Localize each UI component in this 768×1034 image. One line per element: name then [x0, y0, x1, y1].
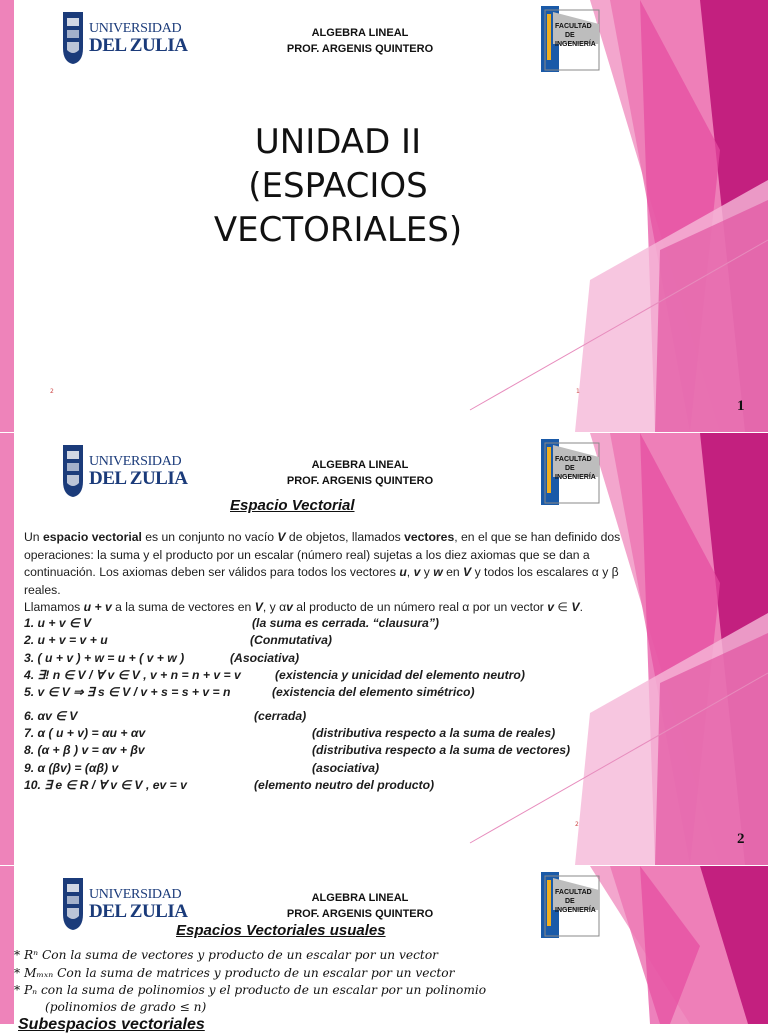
text-run: , en el que se han definido dos operaciones: la suma y el producto por un escalar (número real) sujetas a los diez axiomas que se dan a continuación. Los axiomas deben ser válidos para todos los vectores [24, 530, 621, 579]
axiom-formula: 8. (α + β ) v = αv + βv [24, 743, 145, 757]
axiom-comment: (distributiva respecto a la suma de vectores) [312, 743, 571, 757]
text-run-bold: v [547, 600, 555, 614]
university-name-line1: UNIVERSIDAD [89, 453, 182, 469]
slide-1 [0, 0, 768, 432]
text-run: Llamamos [24, 600, 84, 614]
axiom-formula: 4. ∃! n ∈ V / ∀ v ∈ V , v + n = n + v = v [24, 668, 241, 682]
text-run: , y α [262, 600, 287, 614]
course-name: ALGEBRA LINEAL [311, 459, 409, 471]
professor-name: PROF. ARGENIS QUINTERO [286, 908, 434, 920]
course-name: ALGEBRA LINEAL [311, 892, 409, 904]
bullet: * [14, 983, 24, 997]
axiom-formula: 3. ( u + v ) + w = u + ( v + w ) [24, 651, 185, 665]
axiom-item [24, 668, 525, 682]
axiom-item [24, 616, 439, 630]
axiom-formula: 2. u + v = v + u [24, 633, 108, 647]
next-section-title: Subespacios vectoriales [18, 1016, 205, 1033]
faculty-logo [539, 870, 603, 940]
university-logo [61, 443, 187, 499]
text-run-bold: espacio vectorial [42, 530, 142, 544]
math-symbol: Mₘₓₙ [23, 966, 54, 980]
text-run-bold: v [413, 565, 421, 579]
text-run: y todos los escalares α y β reales. [24, 565, 619, 597]
title-line-2: (ESPACIOS [248, 166, 428, 206]
faculty-line1: FACULTAD [555, 889, 592, 896]
shield-icon [61, 876, 85, 932]
small-mark: 2 [575, 821, 579, 828]
slide-3-title: Espacios Vectoriales usuales [176, 922, 386, 939]
axiom-formula: 6. αv ∈ V [24, 709, 78, 723]
text-run: de objetos, llamados [285, 530, 405, 544]
shield-icon [61, 10, 85, 66]
axiom-comment: (Conmutativa) [250, 633, 332, 647]
item-text: con la suma de polinomios y el producto de un escalar por un polinomio [37, 983, 487, 997]
axiom-item [24, 633, 332, 647]
list-item [14, 948, 438, 962]
faculty-logo [539, 437, 603, 507]
text-run: ∈ [554, 600, 572, 614]
text-run-bold: u + v [83, 600, 112, 614]
slide-3 [0, 866, 768, 1033]
course-header [255, 890, 465, 922]
professor-name: PROF. ARGENIS QUINTERO [286, 475, 434, 487]
text-run: en [442, 565, 464, 579]
university-logo [61, 876, 187, 932]
axiom-formula: 5. v ∈ V ⇒ ∃ s ∈ V / v + s = s + v = n [24, 685, 231, 699]
text-run: Un [24, 530, 43, 544]
text-run: y [420, 565, 434, 579]
slide-1-title [160, 120, 516, 252]
professor-name: PROF. ARGENIS QUINTERO [286, 43, 434, 55]
page-number: 2 [737, 831, 745, 847]
item-text: (polinomios de grado ≤ n) [14, 1000, 207, 1014]
faculty-line2: DE [565, 465, 575, 472]
faculty-line1: FACULTAD [555, 456, 592, 463]
course-header [255, 457, 465, 489]
university-logo [61, 10, 187, 66]
title-line-3: VECTORIALES) [213, 210, 463, 250]
axiom-comment: (asociativa) [312, 761, 380, 775]
axiom-comment: (existencia del elemento simétrico) [272, 685, 475, 699]
faculty-line3: INGENIERÍA [555, 474, 596, 481]
text-run-bold: v [286, 600, 293, 614]
university-name-line2: DEL ZULIA [89, 34, 188, 56]
text-run: . [579, 600, 583, 614]
math-symbol: Pₙ [23, 983, 38, 997]
slide-2 [0, 433, 768, 865]
text-run: al producto de un número real α por un vector [292, 600, 548, 614]
axiom-item [24, 761, 380, 775]
bullet: * [14, 948, 24, 962]
faculty-line3: INGENIERÍA [555, 907, 596, 914]
faculty-line1: FACULTAD [555, 23, 592, 30]
axiom-item [24, 709, 307, 723]
axiom-comment: (distributiva respecto a la suma de reales) [312, 726, 556, 740]
faculty-logo [539, 4, 603, 74]
item-text: Con la suma de matrices y producto de un escalar por un vector [53, 966, 455, 980]
axiom-item [24, 726, 556, 740]
text-run: , [406, 565, 414, 579]
intro-line [24, 599, 629, 617]
definition-paragraph [24, 529, 629, 617]
university-name-line1: UNIVERSIDAD [89, 20, 182, 36]
slide-2-title: Espacio Vectorial [230, 497, 355, 514]
bullet: * [14, 966, 24, 980]
text-run: es un conjunto no vacío [141, 530, 278, 544]
axiom-comment: (Asociativa) [230, 651, 300, 665]
page-number: 1 [737, 398, 745, 414]
text-run-bold: V [571, 600, 580, 614]
list-item [14, 1000, 206, 1014]
small-mark-left: 2 [50, 388, 54, 395]
university-name-line2: DEL ZULIA [89, 900, 188, 922]
list-item [14, 983, 486, 997]
axiom-comment: (elemento neutro del producto) [254, 778, 435, 792]
axiom-item [24, 651, 300, 665]
title-line-1: UNIDAD II [254, 122, 422, 162]
list-item [14, 966, 454, 980]
text-run-bold: V [463, 565, 472, 579]
axiom-formula: 7. α ( u + v) = αu + αv [24, 726, 146, 740]
text-run-bold: V [277, 530, 286, 544]
axiom-comment: (existencia y unicidad del elemento neutro) [275, 668, 525, 682]
university-name-line2: DEL ZULIA [89, 467, 188, 489]
university-name-line1: UNIVERSIDAD [89, 886, 182, 902]
axiom-formula: 10. ∃ e ∈ R / ∀ v ∈ V , ev = v [24, 778, 187, 792]
text-run: a la suma de vectores en [111, 600, 255, 614]
text-run-bold: w [433, 565, 443, 579]
course-name: ALGEBRA LINEAL [311, 27, 409, 39]
text-run-bold: V [254, 600, 263, 614]
axiom-item [24, 743, 571, 757]
course-header [255, 25, 465, 57]
axiom-item [24, 778, 435, 792]
item-text: Con la suma de vectores y producto de un escalar por un vector [38, 948, 438, 962]
math-symbol: Rⁿ [23, 948, 39, 962]
axiom-comment: (la suma es cerrada. “clausura”) [252, 616, 439, 630]
axiom-item [24, 685, 475, 699]
shield-icon [61, 443, 85, 499]
axiom-formula: 1. u + v ∈ V [24, 616, 92, 630]
small-mark-right: 1 [576, 388, 580, 395]
axiom-comment: (cerrada) [254, 709, 307, 723]
faculty-line2: DE [565, 32, 575, 39]
axiom-formula: 9. α (βv) = (αβ) v [24, 761, 119, 775]
text-run-bold: vectores [404, 530, 455, 544]
faculty-line2: DE [565, 898, 575, 905]
faculty-line3: INGENIERÍA [555, 41, 596, 48]
text-run-bold: u [399, 565, 407, 579]
